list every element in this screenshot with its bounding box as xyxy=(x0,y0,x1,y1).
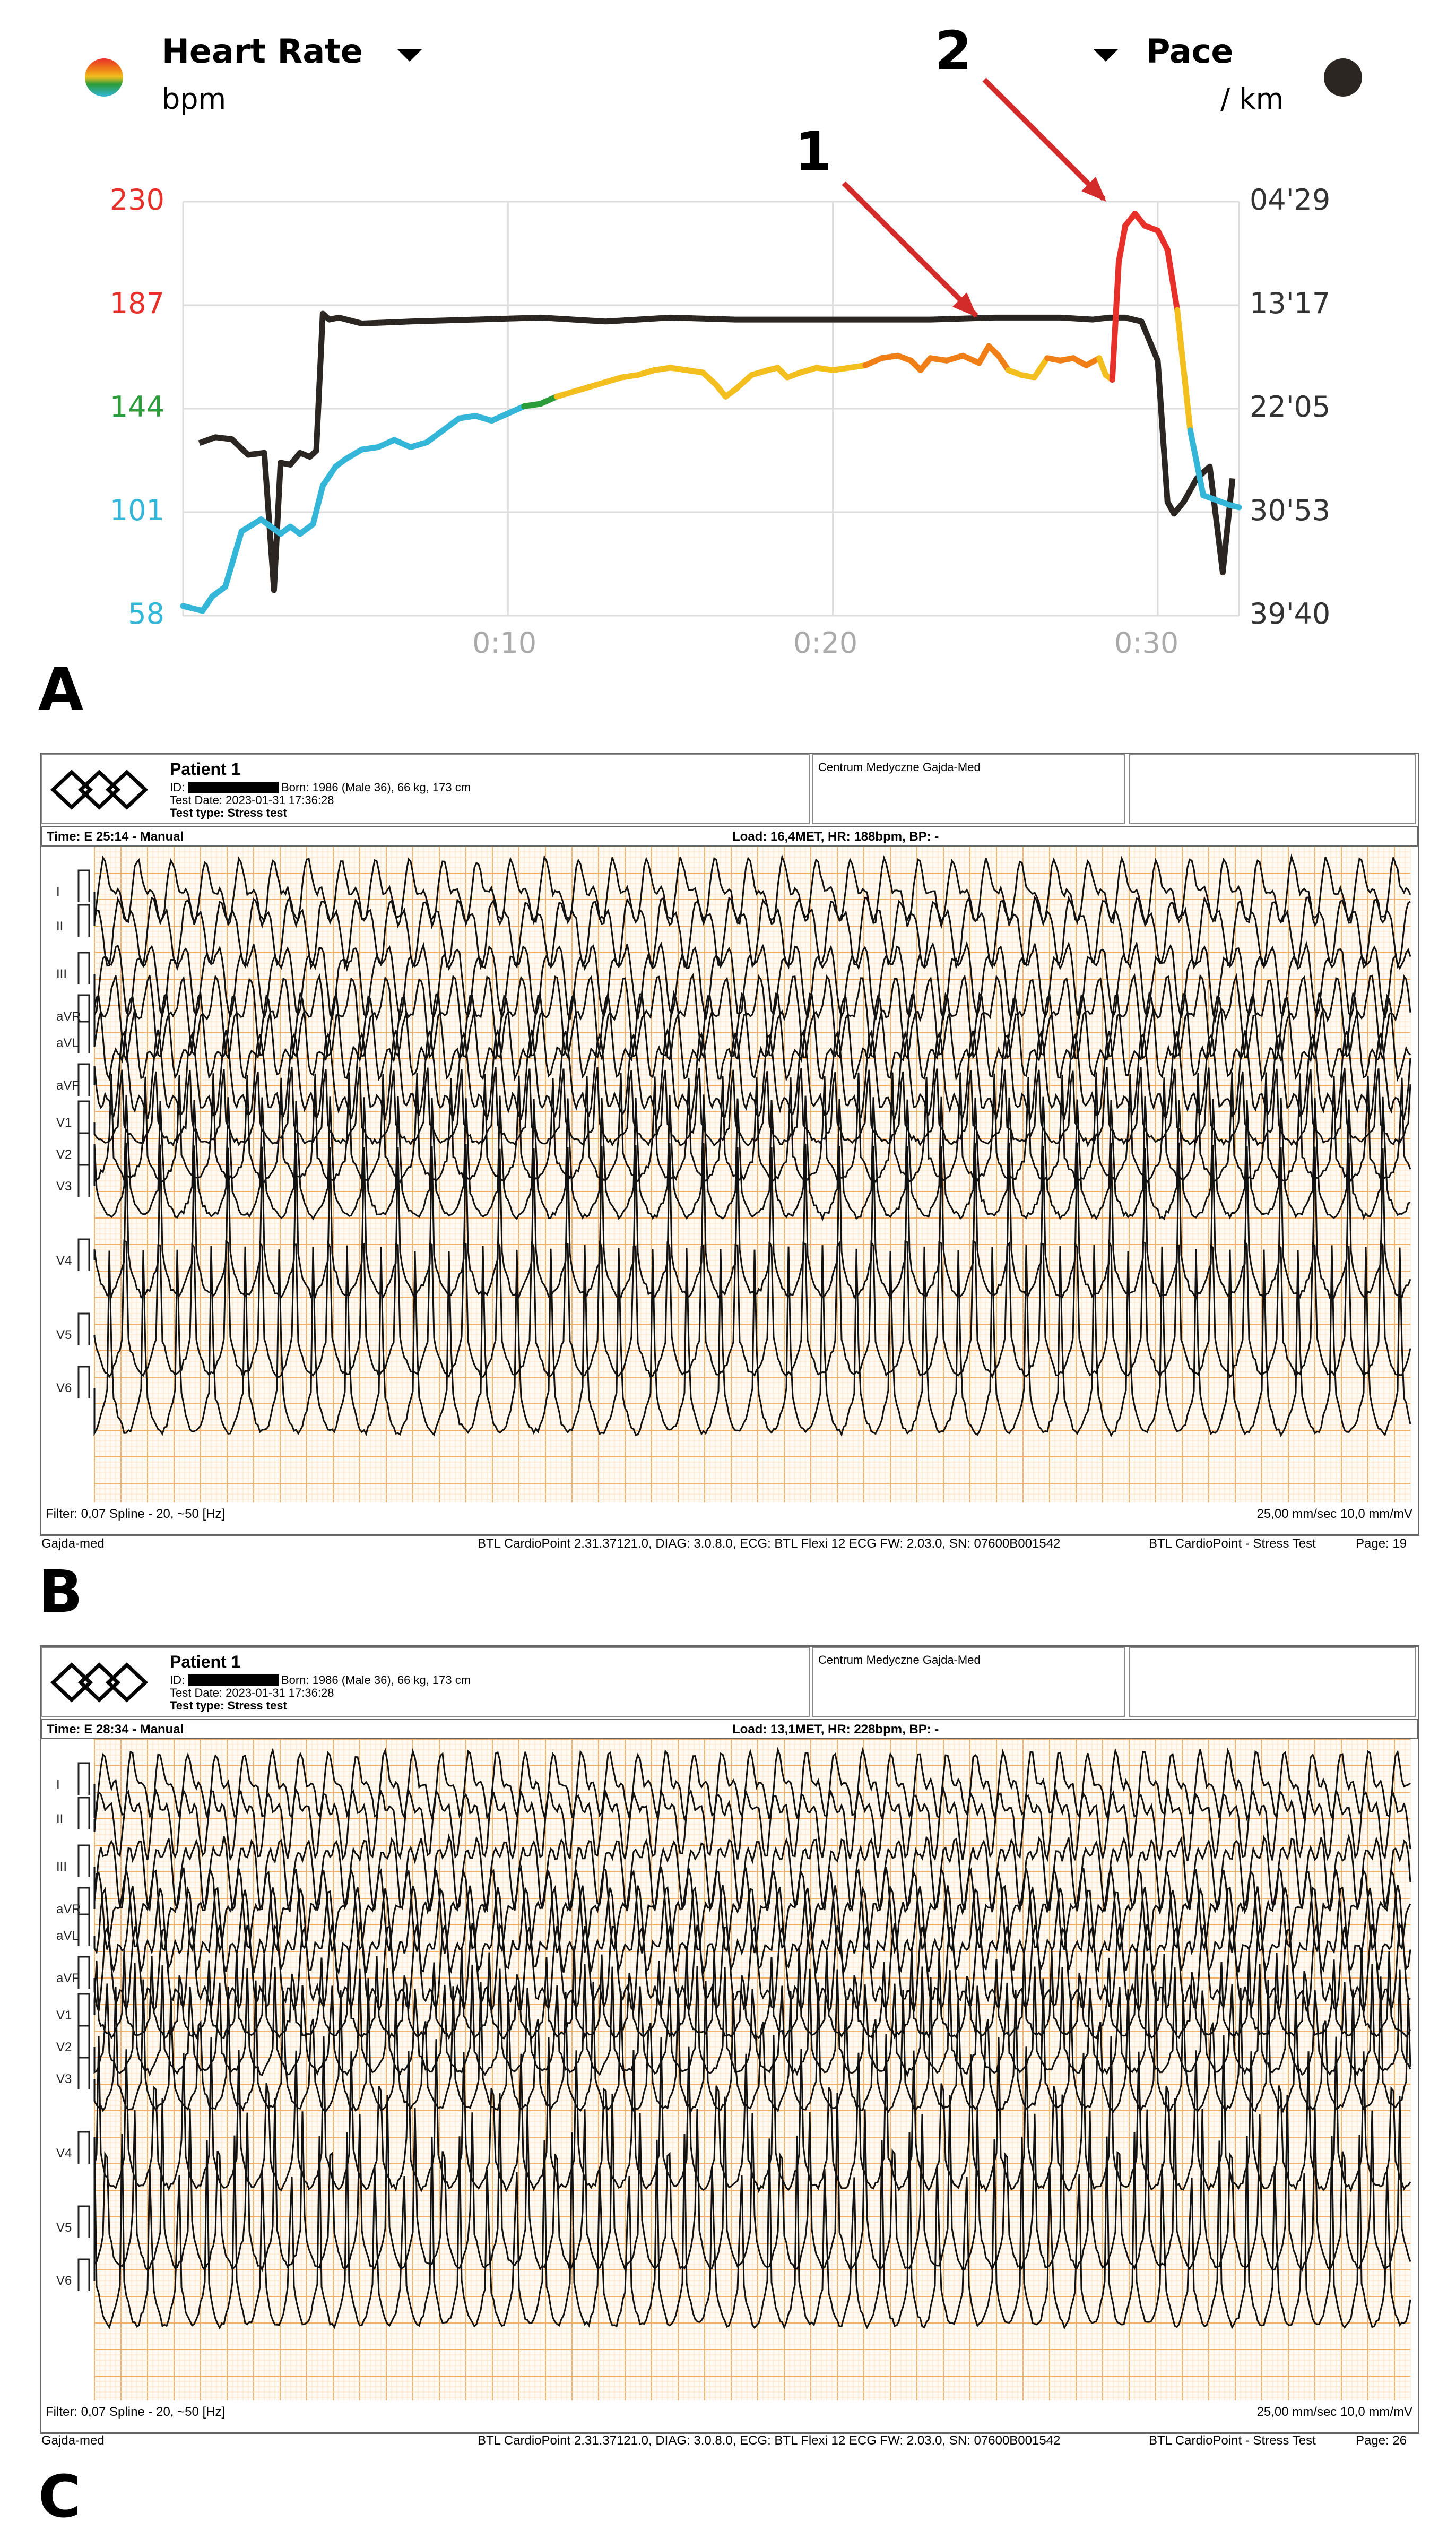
ecg-calibration-pulse xyxy=(79,1914,89,1946)
heart-rate-segment xyxy=(427,430,443,443)
ecg-calibration-pulse xyxy=(79,1133,89,1165)
ecg-lead-label: III xyxy=(56,967,67,981)
ecg-calibration-pulse xyxy=(79,2026,89,2058)
ecg-calibration-pulse xyxy=(79,1994,89,2026)
btl-logo-icon xyxy=(48,766,154,814)
y-tick-left: 58 xyxy=(128,597,164,631)
heart-rate-segment xyxy=(1158,230,1167,249)
heart-rate-segment xyxy=(1034,358,1047,377)
ecg-calibration-pulse xyxy=(79,2259,89,2291)
clinic-name: Centrum Medyczne Gajda-Med xyxy=(818,761,981,774)
test-date: Test Date: 2023-01-31 17:36:28 xyxy=(170,1686,334,1699)
footer-left-b: Gajda-med xyxy=(41,1536,105,1551)
heart-rate-segment xyxy=(1229,505,1239,507)
ecg-lead-label: V6 xyxy=(56,1381,72,1395)
ecg-lead-label: V1 xyxy=(56,2008,72,2023)
extra-box xyxy=(1129,754,1416,824)
test-type: Test type: Stress test xyxy=(170,806,287,819)
ecg-calibration-pulse xyxy=(79,1022,89,1053)
footer-page-b: Page: 19 xyxy=(1356,1536,1407,1551)
test-type: Test type: Stress test xyxy=(170,1699,287,1712)
annotation-arrow-1 xyxy=(844,183,976,316)
heart-rate-segment xyxy=(183,606,203,611)
ecg-calibration-pulse xyxy=(79,953,89,984)
ecg-lead-label: II xyxy=(56,1812,64,1826)
panel-c-ecg-strip xyxy=(40,1645,1419,2434)
ecg-calibration-pulse xyxy=(79,1239,89,1271)
y-tick-left: 230 xyxy=(109,183,164,217)
y-tick-right: 22'05 xyxy=(1250,390,1331,424)
annotation-arrow-2 xyxy=(984,80,1104,199)
pace-title[interactable]: Pace xyxy=(1146,32,1234,71)
ecg-lead-label: aVF xyxy=(56,1078,80,1093)
clinic-name: Centrum Medyczne Gajda-Med xyxy=(818,1653,981,1666)
ecg-filter: Filter: 0,07 Spline - 20, ~50 [Hz] xyxy=(46,2405,226,2419)
panel-b-ecg-strip xyxy=(40,753,1419,1536)
patient-name: Patient 1 xyxy=(170,1652,241,1671)
pace-unit: / km xyxy=(1220,82,1284,116)
y-tick-right: 39'40 xyxy=(1250,597,1331,631)
ecg-lead-label: V4 xyxy=(56,1254,72,1268)
ecg-lead-label: V1 xyxy=(56,1116,72,1130)
patient-name: Patient 1 xyxy=(170,759,241,779)
heart-rate-title[interactable]: Heart Rate xyxy=(162,32,363,71)
ecg-calibration-pulse xyxy=(79,1798,89,1829)
ecg-calibration-pulse xyxy=(79,2206,89,2238)
btl-logo-icon xyxy=(48,1659,154,1706)
patient-born: Born: 1986 (Male 36), 66 kg, 173 cm xyxy=(281,781,471,794)
ecg-load: Load: 13,1MET, HR: 228bpm, BP: - xyxy=(732,1722,939,1737)
ecg-lead-label: V3 xyxy=(56,1179,72,1194)
heart-rate-series xyxy=(183,214,1239,611)
ecg-lead-label: V5 xyxy=(56,2221,72,2235)
footer-mid-b: BTL CardioPoint 2.31.37121.0, DIAG: 3.0.8.0, ECG: BTL Flexi 12 ECG FW: 2.03.0, SN: 07600B001542 xyxy=(478,1536,1061,1551)
patient-id-redaction xyxy=(188,782,279,793)
ecg-calibration-pulse xyxy=(79,2058,89,2089)
ecg-filter: Filter: 0,07 Spline - 20, ~50 [Hz] xyxy=(46,1507,226,1521)
heart-rate-segment xyxy=(313,486,323,524)
heart-rate-segment xyxy=(1167,250,1177,310)
x-tick: 0:20 xyxy=(793,626,858,660)
ecg-tracing xyxy=(41,1739,1418,2400)
ecg-lead-label: III xyxy=(56,1860,67,1874)
ecg-load: Load: 16,4MET, HR: 188bpm, BP: - xyxy=(732,830,939,844)
ecg-lead-label: aVL xyxy=(56,1929,79,1943)
ecg-scale: 25,00 mm/sec 10,0 mm/mV xyxy=(1256,1507,1412,1521)
y-tick-right: 04'29 xyxy=(1250,183,1331,217)
annotation-arrows xyxy=(844,80,1106,317)
footer-mid-c: BTL CardioPoint 2.31.37121.0, DIAG: 3.0.8.0, ECG: BTL Flexi 12 ECG FW: 2.03.0, SN: 07600B001542 xyxy=(478,2433,1061,2448)
panel-letter-c: C xyxy=(38,2463,81,2531)
x-tick: 0:30 xyxy=(1114,626,1179,660)
footer-right-b: BTL CardioPoint - Stress Test xyxy=(1149,1536,1316,1551)
extra-box xyxy=(1129,1647,1416,1717)
ecg-calibration-pulse xyxy=(79,1314,89,1345)
hr-pace-plot xyxy=(0,0,1456,669)
heart-rate-segment xyxy=(226,531,242,586)
ecg-tracing xyxy=(41,847,1418,1502)
panel-a-hr-pace-chart xyxy=(0,0,1456,722)
ecg-info-bar xyxy=(41,1719,1418,1739)
report-header xyxy=(41,754,810,824)
panel-letter-b: B xyxy=(38,1558,83,1626)
y-tick-right: 13'17 xyxy=(1250,287,1331,320)
ecg-calibration-pulse xyxy=(79,1763,89,1795)
ecg-time: Time: E 28:34 - Manual xyxy=(47,1722,184,1737)
ecg-calibration-pulse xyxy=(79,905,89,937)
ecg-lead-label: II xyxy=(56,919,64,934)
ecg-lead-label: aVR xyxy=(56,1902,81,1916)
heart-rate-segment xyxy=(241,520,261,532)
clinic-box xyxy=(812,754,1125,824)
ecg-lead-label: V2 xyxy=(56,2040,72,2054)
ecg-lead-label: aVR xyxy=(56,1009,81,1024)
heart-rate-segment xyxy=(1112,262,1119,379)
ecg-lead-label: V2 xyxy=(56,1147,72,1162)
ecg-calibration-pulse xyxy=(79,1845,89,1877)
ecg-info-bar xyxy=(41,826,1418,847)
ecg-time: Time: E 25:14 - Manual xyxy=(47,830,184,844)
panel-letter-a: A xyxy=(38,655,84,723)
y-tick-right: 30'53 xyxy=(1250,494,1331,527)
footer-page-c: Page: 26 xyxy=(1356,2433,1407,2448)
test-date: Test Date: 2023-01-31 17:36:28 xyxy=(170,793,334,807)
x-tick: 0:10 xyxy=(472,626,537,660)
patient-born: Born: 1986 (Male 36), 66 kg, 173 cm xyxy=(281,1673,471,1687)
report-header xyxy=(41,1647,810,1717)
ecg-calibration-pulse xyxy=(79,1367,89,1398)
ecg-calibration-pulse xyxy=(79,2132,89,2164)
patient-id-redaction xyxy=(188,1674,279,1686)
chart-gridlines xyxy=(183,202,1239,616)
ecg-lead-label: V6 xyxy=(56,2274,72,2288)
ecg-lead-label: V3 xyxy=(56,2072,72,2086)
y-tick-left: 144 xyxy=(109,390,164,424)
annotation-label-2: 2 xyxy=(935,20,972,82)
ecg-calibration-pulse xyxy=(79,1101,89,1133)
y-tick-left: 101 xyxy=(109,494,164,527)
ecg-lead-label: I xyxy=(56,1777,60,1792)
ecg-lead-label: I xyxy=(56,885,60,899)
footer-left-c: Gajda-med xyxy=(41,2433,105,2448)
ecg-calibration-pulse xyxy=(79,1957,89,1989)
heart-rate-segment xyxy=(443,418,460,430)
patient-id-label: ID: xyxy=(170,1673,185,1687)
heart-rate-segment xyxy=(1119,226,1125,262)
ecg-calibration-pulse xyxy=(79,870,89,902)
patient-id-label: ID: xyxy=(170,781,185,794)
ecg-calibration-pulse xyxy=(79,1165,89,1197)
heart-rate-segment xyxy=(735,375,752,390)
heart-rate-segment xyxy=(323,467,335,486)
clinic-box xyxy=(812,1647,1125,1717)
ecg-lead-label: V4 xyxy=(56,2146,72,2161)
annotation-label-1: 1 xyxy=(795,120,832,183)
heart-rate-unit: bpm xyxy=(162,82,227,116)
heart-rate-segment xyxy=(1177,310,1190,430)
ecg-scale: 25,00 mm/sec 10,0 mm/mV xyxy=(1256,2405,1412,2419)
ecg-calibration-pulse xyxy=(79,1064,89,1096)
y-tick-left: 187 xyxy=(109,287,164,320)
ecg-lead-label: V5 xyxy=(56,1328,72,1342)
footer-right-c: BTL CardioPoint - Stress Test xyxy=(1149,2433,1316,2448)
ecg-lead-label: aVL xyxy=(56,1036,79,1050)
ecg-lead-label: aVF xyxy=(56,1971,80,1985)
